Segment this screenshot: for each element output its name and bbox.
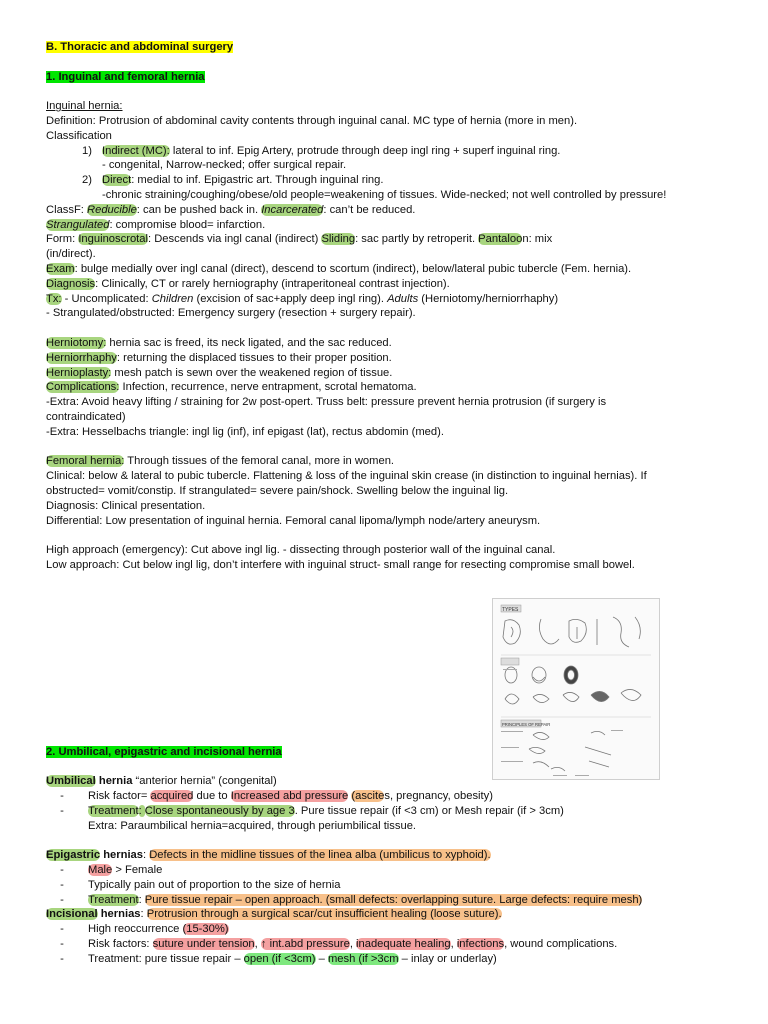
classf-line: ClassF: Reducible: can be pushed back in. Incarcerated: can’t be reduced. xyxy=(46,203,416,216)
hernioplasty-line: Hernioplasty: mesh patch is sewn over the weakened region of tissue. xyxy=(46,366,393,379)
subsection-heading-hernia: 1. Inguinal and femoral hernia xyxy=(46,70,205,83)
extra-line-1: -Extra: Avoid heavy lifting / straining for 2w post-opert. Truss belt: pressure prevent hernia protrusion (if surgery is xyxy=(46,396,607,409)
epigastric-pain: - Typically pain out of proportion to the size of hernia xyxy=(60,878,341,891)
femoral-line: Femoral hernia: Through tissues of the femoral canal, more in women. xyxy=(46,455,395,468)
extra-line-1b: contraindicated) xyxy=(46,410,126,423)
incisional-risk: - Risk factors: suture under tension, ↑ int.abd pressure, inadequate healing, infections, wound complications. xyxy=(60,938,618,951)
umbilical-heading: Umbilical hernia “anterior hernia” (congenital) xyxy=(46,775,277,788)
herniorrhaphy-line: Herniorrhaphy: returning the displaced tissues to their proper position. xyxy=(46,351,392,364)
complications-line: Complications: Infection, recurrence, nerve entrapment, scrotal hematoma. xyxy=(46,381,417,394)
femoral-clinical: Clinical: below & lateral to pubic tubercle. Flattening & loss of the inguinal skin crease (in distinction to inguinal hernias). If xyxy=(46,470,647,483)
umbilical-treatment: - Treatment: Close spontaneously by age 3. Pure tissue repair (if <3 cm) or Mesh repair (if > 3cm) xyxy=(60,804,564,817)
incisional-recurrence: - High reoccurrence (15-30%) xyxy=(60,923,229,936)
low-approach: Low approach: Cut below ingl lig, don’t interfere with inguinal struct- small range for resecting compromise small bowel. xyxy=(46,558,635,571)
treatment-line: Tx: - Uncomplicated: Children (excision of sac+apply deep ingl ring). Adults (Herniotomy/herniorrhaphy) xyxy=(46,292,559,305)
epigastric-male: - Male > Female xyxy=(60,864,163,877)
class-item-1-sub: - congenital, Narrow-necked; offer surgical repair. xyxy=(102,159,347,172)
form-line-2: (in/direct). xyxy=(46,248,96,261)
diagnosis-line: Diagnosis: Clinically, CT or rarely herniography (intraperitoneal contrast injection). xyxy=(46,277,450,290)
umbilical-risk: - Risk factor= acquired due to Increased abd pressure (ascites, pregnancy, obesity) xyxy=(60,790,493,803)
hernia-diagram xyxy=(493,599,659,779)
class-item-1: 1) Indirect (MC): lateral to inf. Epig Artery, protrude through deep ingl ring + superf inguinal ring. xyxy=(82,144,561,157)
subsection-heading-umbilical: 2. Umbilical, epigastric and incisional hernia xyxy=(46,745,282,758)
document-page xyxy=(46,40,726,967)
inguinal-heading: Inguinal hernia: xyxy=(46,100,123,113)
extra-line-2: -Extra: Hesselbachs triangle: ingl lig (inf), inf epigast (lat), rectus abdomin (med). xyxy=(46,425,444,438)
strangulated-line: Strangulated: compromise blood= infarction. xyxy=(46,218,266,231)
treatment-line-2: - Strangulated/obstructed: Emergency surgery (resection + surgery repair). xyxy=(46,307,416,320)
form-line: Form: Inguinoscrotal: Descends via ingl canal (indirect) Sliding: sac partly by retroperit. Pantaloon: mix xyxy=(46,233,553,246)
femoral-clinical-2: obstructed= vomit/constip. If strangulated= severe pain/shock. Swelling below the inguinal lig. xyxy=(46,484,509,497)
types-label: TYPES xyxy=(502,607,519,613)
class-item-2-sub: -chronic straining/coughing/obese/old people=weakening of tissues. Wide-necked; not well controlled by pressure! xyxy=(102,188,667,201)
incisional-treatment: - Treatment: pure tissue repair – open (if <3cm) – mesh (if >3cm – inlay or underlay) xyxy=(60,952,497,965)
epigastric-heading: Epigastric hernias: Defects in the midline tissues of the linea alba (umbilicus to xyphoid). xyxy=(46,849,491,862)
class-item-2: 2) Direct: medial to inf. Epigastric art. Through inguinal ring. xyxy=(82,174,384,187)
femoral-differential: Differential: Low presentation of inguinal hernia. Femoral canal lipoma/lymph node/artery aneurysm. xyxy=(46,514,541,527)
exam-line: Exam: bulge medially over ingl canal (direct), descend to scortum (indirect), below/lateral pubic tubercle (Fem. hernia). xyxy=(46,262,632,275)
classification-label: Classification xyxy=(46,129,112,142)
hernia-diagram-figure xyxy=(492,598,660,780)
incisional-heading: Incisional hernias: Protrusion through a surgical scar/cut insufficient healing (loose suture). xyxy=(46,908,502,921)
section-heading: B. Thoracic and abdominal surgery xyxy=(46,41,234,53)
epigastric-treatment: - Treatment: Pure tissue repair – open approach. (small defects: overlapping suture. Large defects: require mesh) xyxy=(60,893,643,906)
femoral-diagnosis: Diagnosis: Clinical presentation. xyxy=(46,499,206,512)
umbilical-extra: Extra: Paraumbilical hernia=acquired, through periumbilical tissue. xyxy=(88,819,417,832)
herniotomy-line: Herniotomy: hernia sac is freed, its neck ligated, and the sac reduced. xyxy=(46,336,392,349)
high-approach: High approach (emergency): Cut above ingl lig. - dissecting through posterior wall of the inguinal canal. xyxy=(46,544,556,557)
repair-label: PRINCIPLES OF REPAIR xyxy=(502,722,551,727)
definition-line: Definition: Protrusion of abdominal cavity contents through inguinal canal. MC type of hernia (more in men). xyxy=(46,114,578,127)
